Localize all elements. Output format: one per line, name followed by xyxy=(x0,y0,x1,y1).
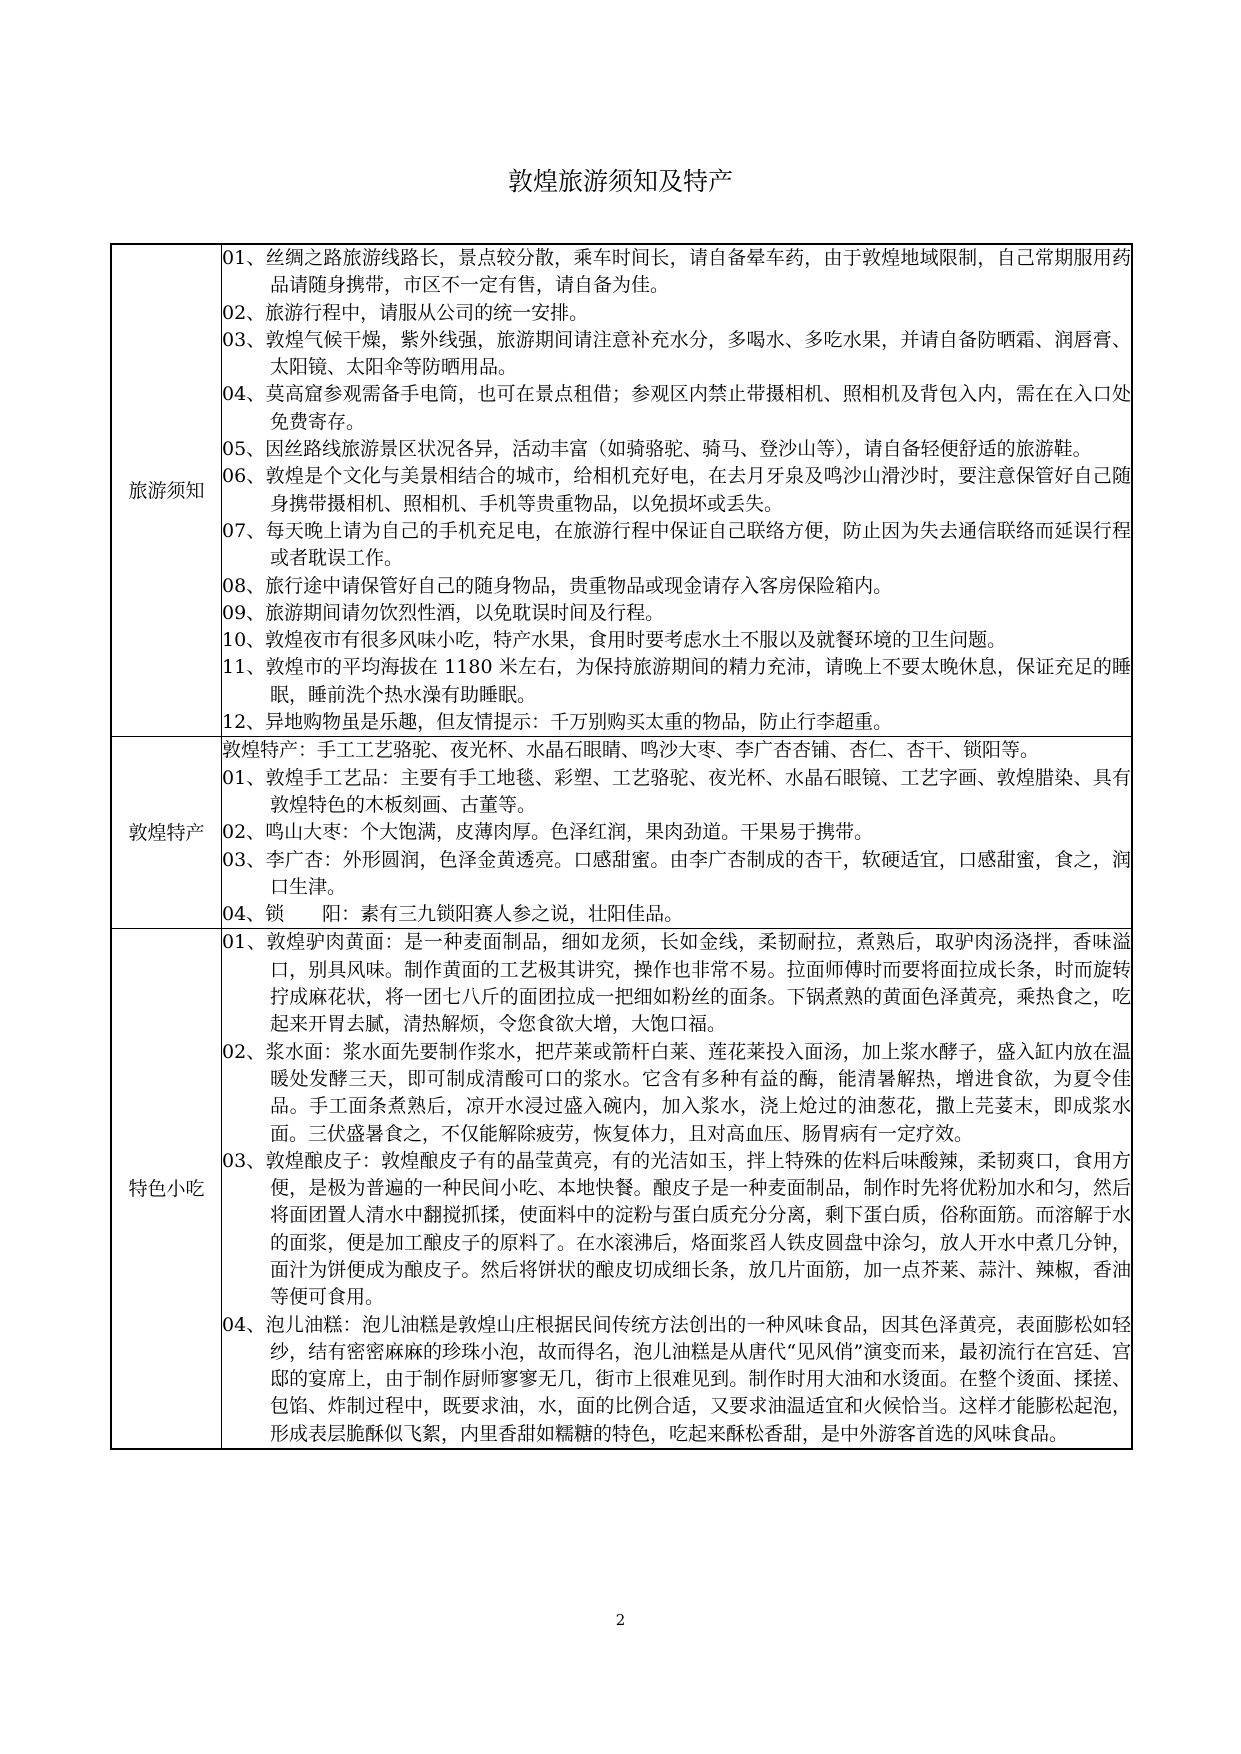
list-item: 03、李广杏：外形圆润，色泽金黄透亮。口感甜蜜。由李广杏制成的杏干，软硬适宜，口感甜蜜，食之，润口生津。 xyxy=(222,848,1131,898)
section-content xyxy=(222,737,1133,929)
list-item: 01、丝绸之路旅游线路长，景点较分散，乘车时间长，请自备晕车药，由于敦煌地域限制，自己常期服用药品请随身携带，市区不一定有售，请自备为佳。 xyxy=(222,247,1131,297)
list-item: 12、异地购物虽是乐趣，但友情提示：千万别购买太重的物品，防止行李超重。 xyxy=(222,711,893,734)
list-item: 02、旅游行程中，请服从公司的统一安排。 xyxy=(222,301,589,324)
list-item: 01、敦煌手工艺品：主要有手工地毯、彩塑、工艺骆驼、夜光杯、水晶石眼镜、工艺字画、敦煌腊染、具有敦煌特色的木板刻画、古董等。 xyxy=(222,766,1131,816)
section-content xyxy=(222,929,1133,1449)
list-item: 10、敦煌夜市有很多风味小吃，特产水果，食用时要考虑水土不服以及就餐环境的卫生问题。 xyxy=(222,629,1007,652)
list-item: 02、浆水面：浆水面先要制作浆水，把芹莱或箭杆白莱、莲花莱投入面汤，加上浆水酵子，盛入缸内放在温暖处发酵三天，即可制成清酸可口的浆水。它含有多种有益的酶，能清暑解热，增进食欲，为夏令佳品。手工面条煮熟后，凉开水浸过盛入碗内，加入浆水，浇上炝过的油葱花，撒上芫荽末，即成浆水面。三伏盛暑食之，不仅能解除疲劳，恢复体力，且对高血压、肠胃病有一定疗效。 xyxy=(222,1040,1131,1145)
category-label: 特色小吃 xyxy=(111,929,222,1449)
list-item: 09、旅游期间请勿饮烈性酒，以免耽误时间及行程。 xyxy=(222,601,665,624)
category-label: 旅游须知 xyxy=(111,244,222,737)
list-item: 03、敦煌酿皮子：敦煌酿皮子有的晶莹黄亮，有的光洁如玉，拌上特殊的佐料后味酸辣，柔韧爽口，食用方便，是极为普遍的一种民间小吃、本地快餐。酿皮子是一种麦面制品，制作时先将优粉加水和匀，然后将面团置人清水中翻搅抓揉，使面料中的淀粉与蛋白质充分分离，剩下蛋白质，俗称面筋。而溶解于水的面浆，便是加工酿皮子的原料了。在水滚沸后，烙面浆舀人铁皮圆盘中涂匀，放人开水中煮几分钟，面汁为饼便成为酿皮子。然后将饼状的酿皮切成细长条，放几片面筋，加一点芥莱、蒜汁、辣椒，香油等便可食用。 xyxy=(222,1149,1131,1309)
section-content xyxy=(222,244,1133,737)
list-item: 02、鸣山大枣：个大饱满，皮薄肉厚。色泽红润，果肉劲道。干果易于携带。 xyxy=(222,821,874,844)
category-label: 敦煌特产 xyxy=(111,737,222,929)
section-specialties xyxy=(111,737,1132,929)
list-item: 01、敦煌驴肉黄面：是一种麦面制品，细如龙须，长如金线，柔韧耐拉，煮熟后，取驴肉汤浇拌，香味溢口，别具风味。制作黄面的工艺极其讲究，操作也非常不易。拉面师傅时而要将面拉成长条，时而旋转拧成麻花状，将一团七八斤的面团拉成一把细如粉丝的面条。下锅煮熟的黄面色泽黄亮，乘热食之，吃起来开胃去腻，清热解烦，令您食欲大增，大饱口福。 xyxy=(222,931,1131,1036)
info-table xyxy=(110,243,1133,1450)
list-item: 03、敦煌气候干燥，紫外线强，旅游期间请注意补充水分，多喝水、多吃水果，并请自备防晒霜、润唇膏、太阳镜、太阳伞等防晒用品。 xyxy=(222,328,1131,379)
list-item: 04、莫高窟参观需备手电筒，也可在景点租借；参观区内禁止带摄相机、照相机及背包入内，需在在入口处免费寄存。 xyxy=(222,383,1131,433)
section-travel-notes xyxy=(111,244,1132,737)
list-item: 08、旅行途中请保管好自己的随身物品，贵重物品或现金请存入客房保险箱内。 xyxy=(222,574,893,597)
list-item: 05、因丝路线旅游景区状况各异，活动丰富（如骑骆驼、骑马、登沙山等），请自备轻便舒适的旅游鞋。 xyxy=(222,438,1092,461)
page-number: 2 xyxy=(615,1611,626,1629)
list-item: 04、锁 阳：素有三九锁阳赛人参之说，壮阳佳品。 xyxy=(222,903,684,926)
page-title: 敦煌旅游须知及特产 xyxy=(507,167,733,196)
list-item: 11、敦煌市的平均海拔在 1180 米左右，为保持旅游期间的精力充沛，请晚上不要太晚休息，保证充足的睡眠，睡前洗个热水澡有助睡眠。 xyxy=(222,656,1131,706)
section-snacks xyxy=(111,929,1132,1449)
list-item: 07、每天晚上请为自己的手机充足电，在旅游行程中保证自己联络方便，防止因为失去通信联络而延误行程或者耽误工作。 xyxy=(222,519,1131,570)
list-item: 06、敦煌是个文化与美景相结合的城市，给相机充好电，在去月牙泉及鸣沙山滑沙时，要注意保管好自己随身携带摄相机、照相机、手机等贵重物品，以免损坏或丢失。 xyxy=(222,465,1131,515)
section-lead-text: 敦煌特产：手工工艺骆驼、夜光杯、水晶石眼睛、鸣沙大枣、李广杏杏铺、杏仁、杏干、锁阳等。 xyxy=(222,739,1040,762)
list-item: 04、泡儿油糕：泡儿油糕是敦煌山庄根据民间传统方法创出的一种风味食品，因其色泽黄亮，表面膨松如轻纱，结有密密麻麻的珍珠小泡，故而得名，泡儿油糕是从唐代“见风俏”演变而来，最初流行在宫廷、宫邸的宴席上，由于制作厨师寥寥无几，街市上很难见到。制作时用大油和水烫面。在整个烫面、揉搓、包馅、炸制过程中，既要求油，水，面的比例合适，又要求油温适宜和火候恰当。这样才能膨松起泡，形成表层脆酥似飞絮，内里香甜如糯糖的特色，吃起来酥松香甜，是中外游客首选的风味食品。 xyxy=(222,1313,1131,1445)
